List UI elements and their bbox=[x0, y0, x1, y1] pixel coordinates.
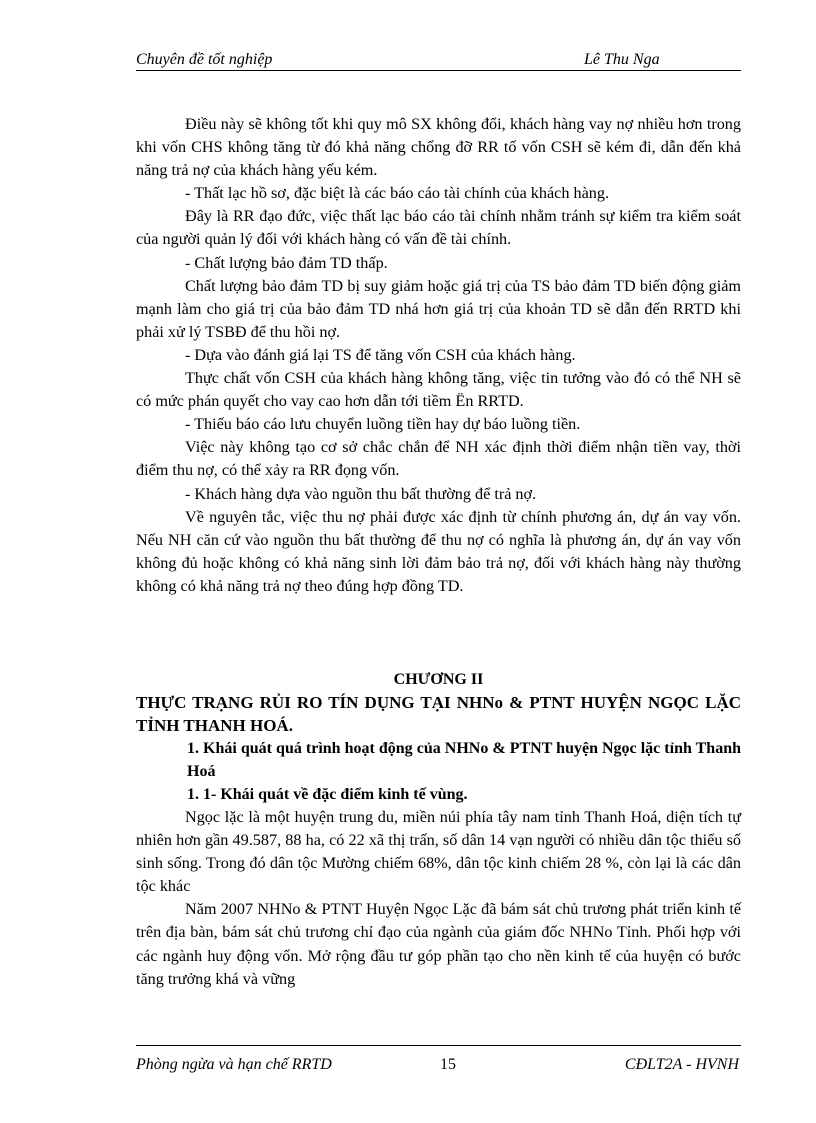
paragraph: Điều này sẽ không tốt khi quy mô SX không đổi, khách hàng vay nợ nhiều hơn trong khi vốn CHS không tăng từ đó khả năng chống đỡ RR tố vốn CSH sẽ kém đi, dẫn đến khả năng trả nợ của khách hàng yếu kém. bbox=[136, 115, 741, 180]
chapter-title: THỰC TRẠNG RỦI RO TÍN DỤNG TẠI NHNo & PTNT HUYỆN NGỌC LẶC TỈNH THANH HOÁ. bbox=[136, 692, 741, 735]
chapter-label: CHƯƠNG II bbox=[393, 670, 484, 688]
spacer bbox=[136, 598, 741, 668]
bullet-paragraph: - Thất lạc hồ sơ, đặc biệt là các báo cáo tài chính của khách hàng. bbox=[185, 184, 610, 203]
document-body bbox=[136, 113, 741, 991]
bullet-paragraph: - Thiếu báo cáo lưu chuyển luồng tiền hay dự báo luồng tiền. bbox=[185, 415, 581, 434]
page-number: 15 bbox=[440, 1056, 456, 1073]
paragraph: Chất lượng bảo đảm TD bị suy giảm hoặc giá trị của TS bảo đảm TD biến động giảm mạnh làm cho giá trị của bảo đảm TD nhá hơn giá trị của khoản TD sẽ dẫn đến RRTD khi phải xử lý TSBĐ để thu hồi nợ. bbox=[136, 276, 741, 341]
header-title: Chuyên đề tốt nghiệp bbox=[136, 51, 273, 68]
paragraph: Ngọc lặc là một huyện trung du, miền núi phía tây nam tỉnh Thanh Hoá, diện tích tự nhiên hơn gần 49.587, 88 ha, có 22 xã thị trấn, số dân 14 vạn người có nhiều dân tộc thiểu số sinh sống. Trong đó dân tộc Mường chiếm 68%, dân tộc kinh chiếm 28 %, còn lại là các dân tộc khác bbox=[136, 807, 741, 896]
paragraph: Đây là RR đạo đức, việc thất lạc báo cáo tài chính nhằm tránh sự kiểm tra kiểm soát của người quản lý đối với khách hàng có vấn đề tài chính. bbox=[136, 207, 741, 249]
subsection-heading: 1. 1- Khái quát về đặc điểm kinh tế vùng. bbox=[187, 785, 468, 803]
footer-title: Phòng ngừa và hạn chế RRTD bbox=[136, 1056, 332, 1073]
paragraph: Năm 2007 NHNo & PTNT Huyện Ngọc Lặc đã bám sát chủ trương phát triển kinh tế trên địa bàn, bám sát chủ trương chỉ đạo của ngành của giám đốc NHNo Tỉnh. Phối hợp với các ngành huy động vốn. Mở rộng đầu tư góp phần tạo cho nền kinh tế của huyện có bước tăng trưởng khá và vững bbox=[136, 900, 741, 988]
bullet-paragraph: - Dựa vào đánh giá lại TS để tăng vốn CSH của khách hàng. bbox=[185, 345, 576, 364]
paragraph: Về nguyên tắc, việc thu nợ phải được xác định từ chính phương án, dự án vay vốn. Nếu NH căn cứ vào nguồn thu bất thường để thu nợ có nghĩa là phương án, dự án vay vốn không đủ hoặc không có khả năng sinh lời đảm bảo trả nợ, đối với khách hàng này thường không có khả năng trả nợ theo đúng hợp đồng TD. bbox=[136, 507, 741, 595]
footer-class: CĐLT2A - HVNH bbox=[624, 1056, 739, 1073]
page-footer bbox=[136, 1054, 741, 1076]
paragraph: Việc này không tạo cơ sở chắc chắn để NH xác định thời điểm nhận tiền vay, thời điểm thu nợ, có thể xảy ra RR đọng vốn. bbox=[136, 438, 741, 480]
bullet-paragraph: - Chất lượng bảo đảm TD thấp. bbox=[185, 253, 388, 272]
footer-divider bbox=[136, 1045, 741, 1046]
paragraph: Thực chất vốn CSH của khách hàng không tăng, việc tin tưởng vào đó có thể NH sẽ có mức phán quyết cho vay cao hơn dẫn tới tiềm Ën RRTD. bbox=[136, 369, 741, 411]
header-author: Lê Thu Nga bbox=[584, 51, 660, 68]
bullet-paragraph: - Khách hàng dựa vào nguồn thu bất thường để trả nợ. bbox=[185, 484, 537, 503]
page-header bbox=[136, 50, 741, 71]
section-heading: 1. Khái quát quá trình hoạt động của NHNo & PTNT huyện Ngọc lặc tỉnh Thanh Hoá bbox=[187, 739, 741, 780]
